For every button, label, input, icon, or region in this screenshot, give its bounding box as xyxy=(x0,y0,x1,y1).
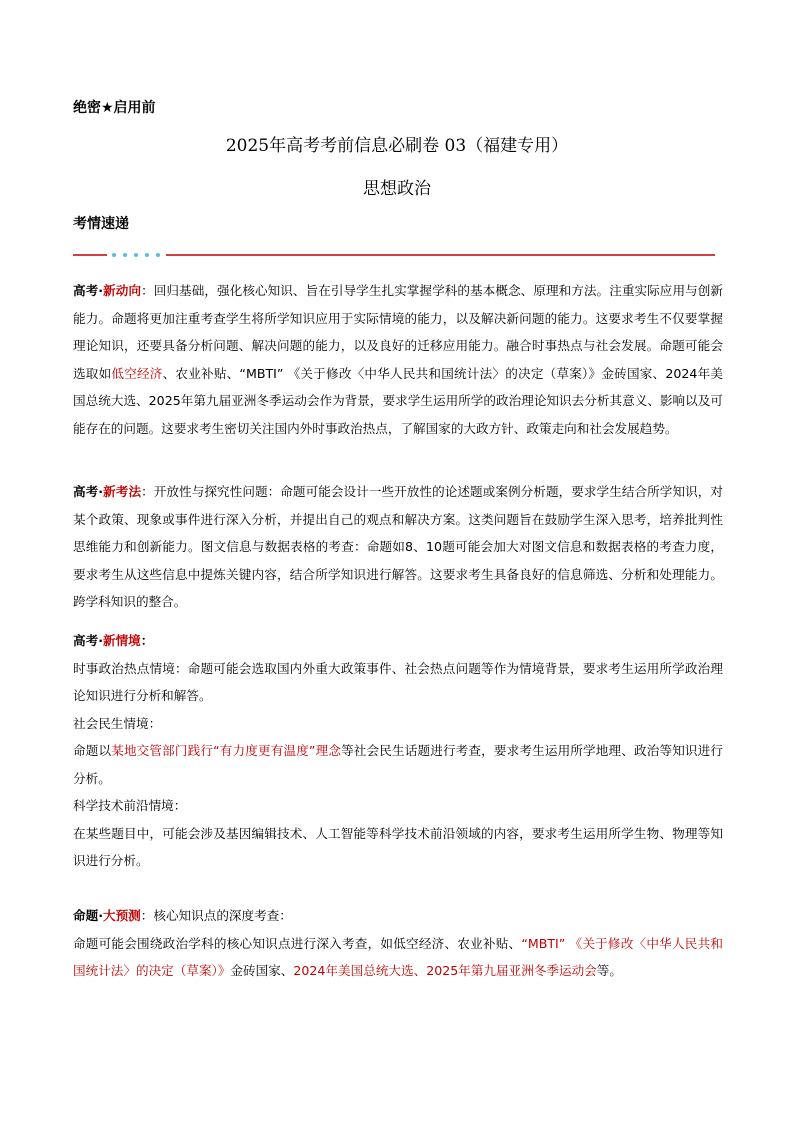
label-keyword: 新情境 xyxy=(102,633,141,648)
highlight-text: 某地交管部门践行“有力度更有温度”理念 xyxy=(111,743,342,758)
secret-label: 绝密★启用前 xyxy=(73,100,156,116)
divider-dot xyxy=(134,253,138,257)
paragraph: 在某些题目中，可能会涉及基因编辑技术、人工智能等科学技术前沿领域的内容，要求考生运用所学生物、物理等知识进行分析。 xyxy=(73,825,723,868)
paragraph-text: ：回归基础，强化核心知识、旨在引导学生扎实掌握学科的基本概念、原理和方法。注重实际应用与创新能力。命题将更加注重考查学生将所学知识应用于实际情境的能力，以及解决新问题的能力。这要求考生不仅要掌握理论知识，还要具备分析问题、解决问题的能力，以及良好的迁移应用能力。融合时事热点与社会发展。命题可能会选取如 xyxy=(73,283,724,381)
paragraph xyxy=(73,930,723,985)
highlight-text: 低空经济 xyxy=(111,365,163,381)
label-prefix: 高考· xyxy=(73,633,103,648)
paragraph-text: 金砖国家、 xyxy=(230,963,294,978)
paragraph: 时事政治热点情境：命题可能会选取国内外重大政策事件、社会热点问题等作为情境背景，要求考生运用所学政治理论知识进行分析和解答。 xyxy=(73,660,723,703)
paragraph-text: 等。 xyxy=(596,963,622,978)
divider-dot xyxy=(123,253,127,257)
section-new-trend xyxy=(73,277,723,442)
paragraph-text: 命题可能会围绕政治学科的核心知识点进行深入考查，如低空经济、农业补贴、 xyxy=(73,935,522,951)
divider-dot xyxy=(112,253,116,257)
label-prefix: 命题· xyxy=(73,908,103,923)
section-prediction xyxy=(73,902,723,985)
label-keyword: 新考法 xyxy=(103,484,142,499)
paragraph xyxy=(73,902,723,930)
paragraph: 社会民生情境： xyxy=(73,715,162,731)
divider-dot xyxy=(156,253,160,257)
highlight-text: 2024年美国总统大选、2025年第九届亚洲冬季运动会 xyxy=(293,963,597,978)
label-keyword: 大预测 xyxy=(102,908,141,923)
paragraph-text: 等社会民生话题进行考查，要求考生运用所学地理、政治等知识进行分析。 xyxy=(73,743,723,786)
label-keyword: 新动向 xyxy=(103,283,142,298)
paragraph: 科学技术前沿情境： xyxy=(73,798,187,813)
paragraph-text: 、农业补贴、“MBTI” 《关于修改〈中华人民共和国统计法〉的决定（草案）》金砖国家、2024年美国总统大选、2025年第九届亚洲冬季运动会作为背景，要求学生运用所学的政治理论知识去分析其意义、影响以及可能存在的问题。这要求考生密切关注国内外时事政治热点，了解国家的大政方针、政策走向和社会发展趋势。 xyxy=(73,365,724,436)
paragraph xyxy=(73,478,723,616)
paragraph-text: ：开放性与探究性问题：命题可能会设计一些开放性的论述题或案例分析题，要求学生结合所学知识，对某个政策、现象或事件进行深入分析，并提出自己的观点和解决方案。这类问题旨在鼓励学生深入思考，培养批判性思维能力和创新能力。图文信息与数据表格的考查：命题如8、10题可能会加大对图文信息和数据表格的考查力度，要求考生从这些信息中提炼关键内容，结合所学知识进行解答。这要求考生具备良好的信息筛选、分析和处理能力。跨学科知识的整合。 xyxy=(73,484,724,609)
divider-dot xyxy=(145,253,149,257)
subject-title: 思想政治 xyxy=(363,179,431,199)
paragraph xyxy=(73,277,723,442)
label-prefix: 高考· xyxy=(73,484,104,499)
section-new-method xyxy=(73,478,723,616)
paragraph xyxy=(73,737,723,792)
highlight-text: “MBTI” 《关于修改〈中华人民共和国统计法〉的决定（草案）》 xyxy=(73,935,724,978)
label-colon: ： xyxy=(140,633,154,648)
paragraph xyxy=(73,627,723,655)
section-divider xyxy=(73,245,715,265)
paragraph-text: 命题以 xyxy=(73,743,112,758)
section-heading: 考情速递 xyxy=(73,216,129,232)
section-new-context xyxy=(73,627,723,875)
paragraph-text: ：核心知识点的深度考查： xyxy=(140,908,292,923)
exam-title: 2025年高考考前信息必刷卷 03（福建专用） xyxy=(225,136,569,156)
label-prefix: 高考· xyxy=(73,283,104,298)
